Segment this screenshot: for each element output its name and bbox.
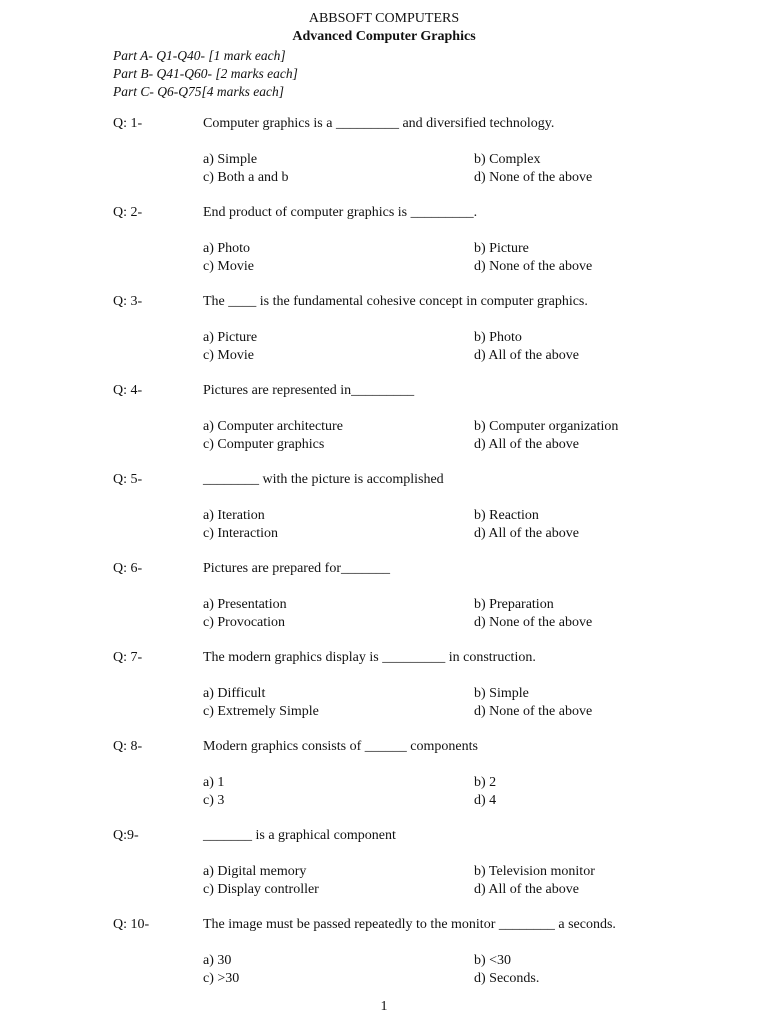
question-number: Q:9- (113, 828, 139, 843)
option-a: a) 1 (203, 775, 225, 790)
question-number: Q: 6- (113, 561, 143, 576)
option-c: c) Computer graphics (203, 437, 325, 452)
marking-scheme (113, 47, 298, 101)
option-d: d) None of the above (474, 615, 593, 630)
option-d: d) None of the above (474, 170, 593, 185)
question-number: Q: 4- (113, 383, 143, 398)
option-b: b) 2 (474, 775, 497, 790)
question-1 (0, 116, 768, 196)
option-d: d) All of the above (474, 437, 579, 452)
question-7 (0, 650, 768, 730)
question-number: Q: 10- (113, 917, 150, 932)
document-title: Advanced Computer Graphics (292, 29, 476, 44)
question-9 (0, 828, 768, 908)
question-number: Q: 3- (113, 294, 143, 309)
question-2 (0, 205, 768, 285)
question-text: End product of computer graphics is _________. (203, 205, 478, 220)
option-d: d) All of the above (474, 882, 579, 897)
question-number: Q: 5- (113, 472, 143, 487)
option-b: b) Picture (474, 241, 529, 256)
option-c: c) Movie (203, 348, 254, 363)
option-b: b) Complex (474, 152, 541, 167)
option-a: a) Iteration (203, 508, 265, 523)
question-text: The ____ is the fundamental cohesive concept in computer graphics. (203, 294, 588, 309)
question-number: Q: 1- (113, 116, 143, 131)
question-text: Pictures are prepared for_______ (203, 561, 390, 576)
option-a: a) Digital memory (203, 864, 307, 879)
option-a: a) Computer architecture (203, 419, 343, 434)
part-b-line: Part B- Q41-Q60- [2 marks each] (113, 66, 298, 81)
option-a: a) Photo (203, 241, 251, 256)
option-b: b) Simple (474, 686, 529, 701)
question-text: Pictures are represented in_________ (203, 383, 415, 398)
option-d: d) All of the above (474, 348, 579, 363)
question-text: The modern graphics display is _________ in construction. (203, 650, 536, 665)
option-d: d) All of the above (474, 526, 579, 541)
option-c: c) Interaction (203, 526, 279, 541)
option-d: d) 4 (474, 793, 497, 808)
option-a: a) Simple (203, 152, 258, 167)
question-6 (0, 561, 768, 641)
question-10 (0, 917, 768, 997)
option-c: c) Provocation (203, 615, 286, 630)
question-number: Q: 7- (113, 650, 143, 665)
option-b: b) Preparation (474, 597, 554, 612)
option-b: b) <30 (474, 953, 512, 968)
option-b: b) Reaction (474, 508, 539, 523)
question-4 (0, 383, 768, 463)
question-text: ________ with the picture is accomplished (203, 472, 444, 487)
option-d: d) None of the above (474, 259, 593, 274)
option-b: b) Computer organization (474, 419, 619, 434)
option-c: c) Both a and b (203, 170, 289, 185)
question-text: The image must be passed repeatedly to the monitor ________ a seconds. (203, 917, 616, 932)
page-number: 1 (380, 999, 388, 1014)
organization-name: ABBSOFT COMPUTERS (308, 11, 460, 26)
option-c: c) Extremely Simple (203, 704, 319, 719)
question-text: _______ is a graphical component (203, 828, 396, 843)
option-d: d) Seconds. (474, 971, 540, 986)
question-3 (0, 294, 768, 374)
option-c: c) >30 (203, 971, 240, 986)
option-b: b) Photo (474, 330, 522, 345)
option-a: a) Picture (203, 330, 258, 345)
part-c-line: Part C- Q6-Q75[4 marks each] (113, 84, 284, 99)
question-number: Q: 2- (113, 205, 143, 220)
option-c: c) Movie (203, 259, 254, 274)
option-c: c) Display controller (203, 882, 319, 897)
question-text: Computer graphics is a _________ and diversified technology. (203, 116, 555, 131)
option-a: a) Difficult (203, 686, 266, 701)
option-a: a) 30 (203, 953, 232, 968)
option-b: b) Television monitor (474, 864, 595, 879)
question-5 (0, 472, 768, 552)
question-8 (0, 739, 768, 819)
question-number: Q: 8- (113, 739, 143, 754)
option-d: d) None of the above (474, 704, 593, 719)
part-a-line: Part A- Q1-Q40- [1 mark each] (113, 48, 286, 63)
option-c: c) 3 (203, 793, 225, 808)
question-text: Modern graphics consists of ______ components (203, 739, 478, 754)
option-a: a) Presentation (203, 597, 287, 612)
